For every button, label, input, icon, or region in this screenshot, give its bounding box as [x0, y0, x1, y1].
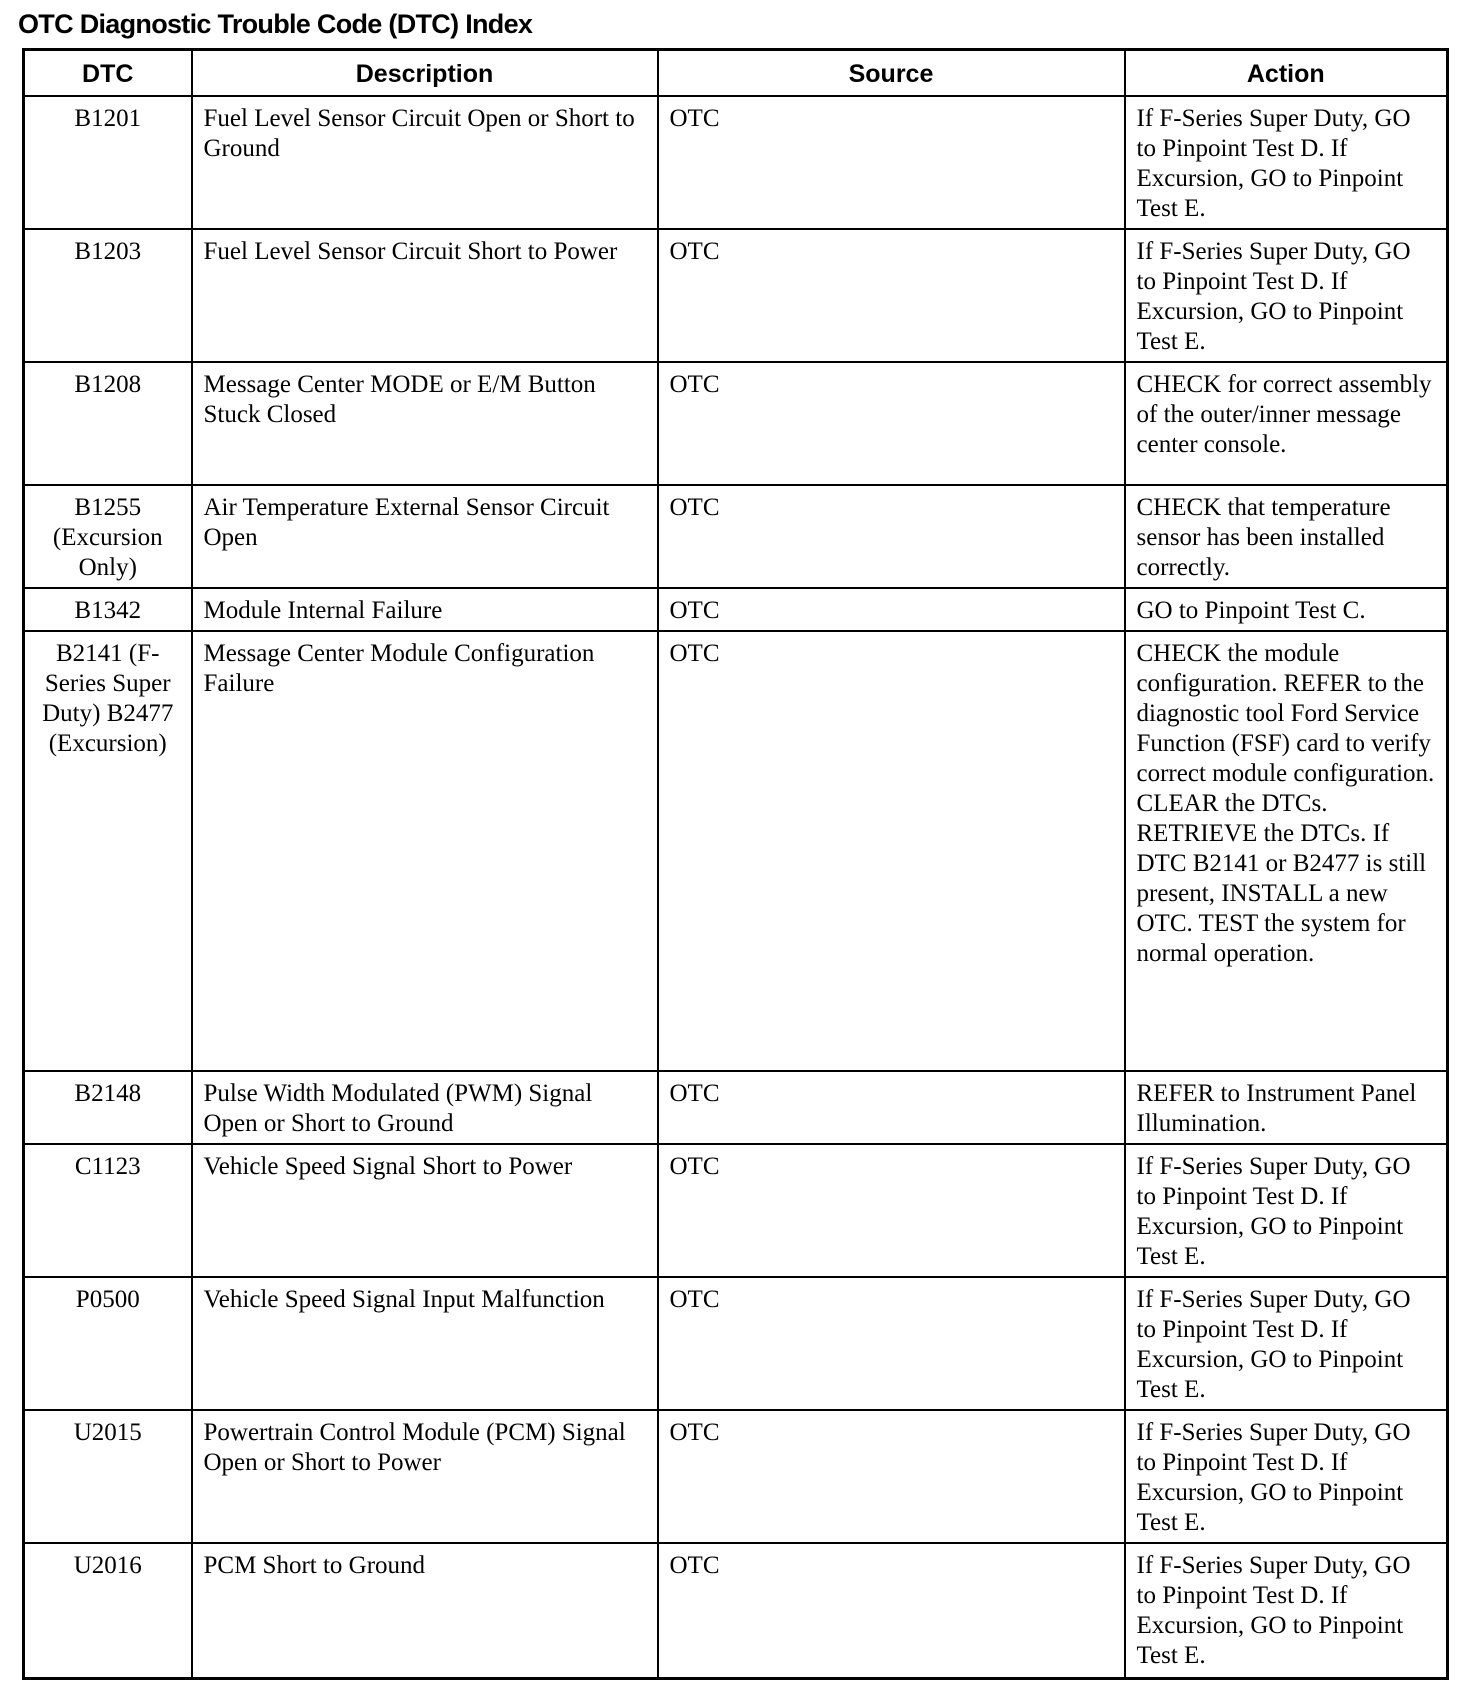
column-header-dtc: DTC	[24, 50, 192, 97]
source-cell: OTC	[658, 1144, 1125, 1277]
action-cell: If F-Series Super Duty, GO to Pinpoint Test D. If Excursion, GO to Pinpoint Test E.	[1125, 1144, 1448, 1277]
description-cell: Pulse Width Modulated (PWM) Signal Open or Short to Ground	[192, 1071, 658, 1144]
description-cell: Fuel Level Sensor Circuit Short to Power	[192, 229, 658, 362]
source-cell: OTC	[658, 631, 1125, 1071]
action-cell: CHECK for correct assembly of the outer/inner message center console.	[1125, 362, 1448, 485]
column-header-action: Action	[1125, 50, 1448, 97]
source-cell: OTC	[658, 1277, 1125, 1410]
dtc-code-cell: B1201	[24, 96, 192, 229]
description-cell: Message Center Module Configuration Failure	[192, 631, 658, 1071]
dtc-code-cell: B1255 (Excursion Only)	[24, 485, 192, 588]
description-cell: Module Internal Failure	[192, 588, 658, 631]
table-row	[24, 1277, 1448, 1410]
source-cell: OTC	[658, 1410, 1125, 1543]
table-row	[24, 362, 1448, 485]
source-cell: OTC	[658, 362, 1125, 485]
table-row	[24, 485, 1448, 588]
page-title: OTC Diagnostic Trouble Code (DTC) Index	[18, 9, 533, 39]
action-cell: GO to Pinpoint Test C.	[1125, 588, 1448, 631]
action-cell: If F-Series Super Duty, GO to Pinpoint Test D. If Excursion, GO to Pinpoint Test E.	[1125, 1277, 1448, 1410]
description-cell: Fuel Level Sensor Circuit Open or Short to Ground	[192, 96, 658, 229]
source-cell: OTC	[658, 229, 1125, 362]
table-row	[24, 631, 1448, 1071]
action-cell: If F-Series Super Duty, GO to Pinpoint Test D. If Excursion, GO to Pinpoint Test E.	[1125, 229, 1448, 362]
description-cell: Vehicle Speed Signal Short to Power	[192, 1144, 658, 1277]
table-header-row	[24, 50, 1448, 97]
description-cell: Air Temperature External Sensor Circuit Open	[192, 485, 658, 588]
action-cell: REFER to Instrument Panel Illumination.	[1125, 1071, 1448, 1144]
source-cell: OTC	[658, 1543, 1125, 1678]
source-cell: OTC	[658, 588, 1125, 631]
table-row	[24, 1410, 1448, 1543]
dtc-code-cell: B1342	[24, 588, 192, 631]
table-row	[24, 1144, 1448, 1277]
table-row	[24, 96, 1448, 229]
table-row	[24, 1543, 1448, 1678]
dtc-index-table	[22, 48, 1449, 1680]
table-row	[24, 1071, 1448, 1144]
dtc-code-cell: B1208	[24, 362, 192, 485]
dtc-code-cell: B2141 (F-Series Super Duty) B2477 (Excursion)	[24, 631, 192, 1071]
action-cell: If F-Series Super Duty, GO to Pinpoint Test D. If Excursion, GO to Pinpoint Test E.	[1125, 1543, 1448, 1678]
description-cell: PCM Short to Ground	[192, 1543, 658, 1678]
source-cell: OTC	[658, 1071, 1125, 1144]
dtc-code-cell: B2148	[24, 1071, 192, 1144]
source-cell: OTC	[658, 96, 1125, 229]
dtc-code-cell: B1203	[24, 229, 192, 362]
description-cell: Message Center MODE or E/M Button Stuck Closed	[192, 362, 658, 485]
table-row	[24, 229, 1448, 362]
action-cell: If F-Series Super Duty, GO to Pinpoint Test D. If Excursion, GO to Pinpoint Test E.	[1125, 96, 1448, 229]
action-cell: CHECK that temperature sensor has been installed correctly.	[1125, 485, 1448, 588]
action-cell: If F-Series Super Duty, GO to Pinpoint Test D. If Excursion, GO to Pinpoint Test E.	[1125, 1410, 1448, 1543]
action-cell: CHECK the module configuration. REFER to the diagnostic tool Ford Service Function (FSF) card to verify correct module configuration. CLEAR the DTCs. RETRIEVE the DTCs. If DTC B2141 or B2477 is still present, INSTALL a new OTC. TEST the system for normal operation.	[1125, 631, 1448, 1071]
column-header-description: Description	[192, 50, 658, 97]
description-cell: Powertrain Control Module (PCM) Signal Open or Short to Power	[192, 1410, 658, 1543]
table-row	[24, 588, 1448, 631]
dtc-code-cell: C1123	[24, 1144, 192, 1277]
dtc-code-cell: U2015	[24, 1410, 192, 1543]
dtc-code-cell: U2016	[24, 1543, 192, 1678]
dtc-code-cell: P0500	[24, 1277, 192, 1410]
description-cell: Vehicle Speed Signal Input Malfunction	[192, 1277, 658, 1410]
column-header-source: Source	[658, 50, 1125, 97]
source-cell: OTC	[658, 485, 1125, 588]
